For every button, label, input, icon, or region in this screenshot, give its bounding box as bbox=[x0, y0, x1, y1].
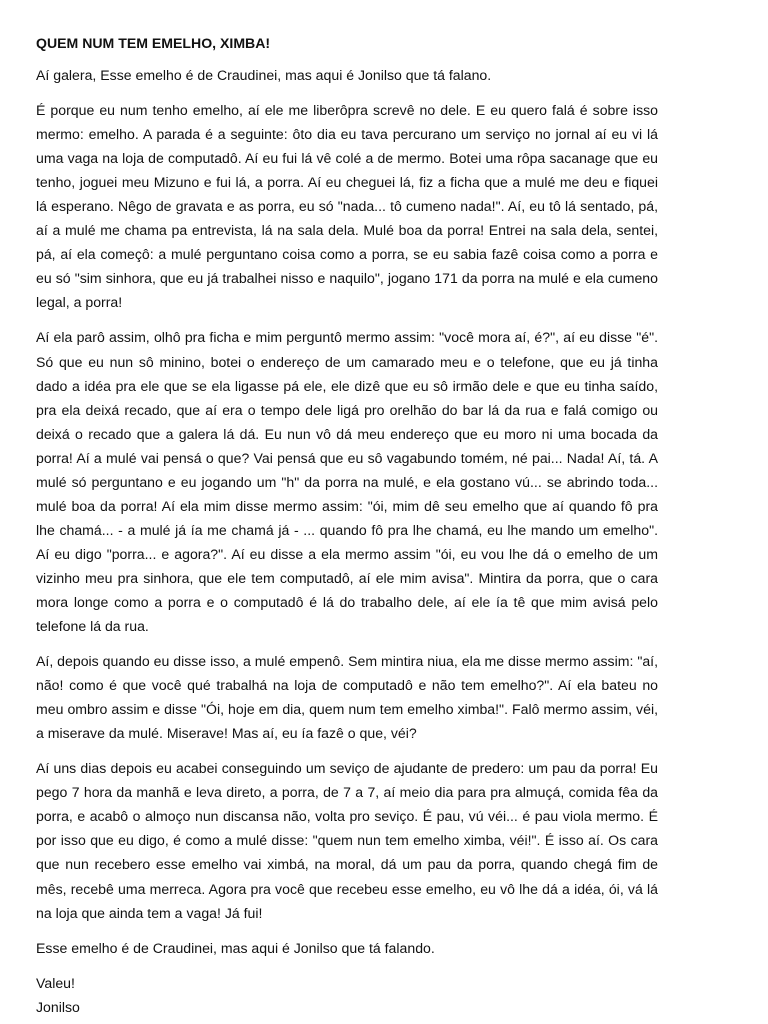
paragraph-address-email: Aí ela parô assim, olhô pra ficha e mim perguntô mermo assim: "você mora aí, é?", aí eu disse "é". Só que eu nun sô minino, botei o endereço de um camarado meu e o telefone, que eu já tinha dado a idéa pra ele que se ela ligasse pá ele, ele dizê que eu sô irmão dele e que eu tinha saído, pra ela deixá recado, que aí era o tempo dele ligá pro orelhão do bar lá da rua e falá comigo ou deixá o recado que a galera lá dá. Eu nun vô dá meu endereço que eu moro ni uma bocada da porra! Aí a mulé vai pensá o que? Vai pensá que eu sô vagabundo tomém, né pai... Nada! Aí, tá. A mulé só perguntano e eu jogando um "h" da porra na mulé, e ela gostano vú... se abrindo toda... mulé boa da porra! Aí ela mim disse mermo assim: "ói, mim dê seu emelho que aí quando fô pra lhe chamá... - a mulé já ía me chamá já - ... quando fô pra lhe chamá, eu lhe mando um emelho". Aí eu digo "porra... e agora?". Aí eu disse a ela mermo assim "ói, eu vou lhe dá o emelho de um vizinho meu pra sinhora, que ele tem computadô, aí ele mim avisa". Mintira da porra, que o cara mora longe como a porra e o computadô é lá do trabalho dele, aí ele ía tê que mim avisá pelo telefone lá da rua. bbox=[36, 329, 658, 635]
closing-block bbox=[36, 971, 658, 1019]
paragraph-rejection: Aí, depois quando eu disse isso, a mulé empenô. Sem mintira niua, ela me disse mermo assim: "aí, não! como é que você qué trabalhá na loja de computadô e não tem emelho?". Aí ela bateu no meu ombro assim e disse "Ói, hoje em dia, quem num tem emelho ximba!". Falô mermo assim, véi, a miserave da mulé. Miserave! Mas aí, eu ía fazê o que, véi? bbox=[36, 653, 658, 742]
signature: Jonilso bbox=[36, 998, 80, 1015]
paragraph-job-interview: É porque eu num tenho emelho, aí ele me liberôpra screvê no dele. E eu quero falá é sobre isso mermo: emelho. A parada é a seguinte: ôto dia eu tava percurano um serviço no jornal aí eu vi lá uma vaga na loja de computadô. Aí eu fui lá vê colé a de mermo. Botei uma rôpa sacanage que eu tenho, joguei meu Mizuno e fui lá, a porra. Aí eu cheguei lá, fiz a ficha que a mulé me deu e fiquei lá esperano. Nêgo de gravata e as porra, eu só "nada... tô cumeno nada!". Aí, eu tô lá sentado, pá, aí a mulé me chama pa entrevista, lá na sala dela. Mulé boa da porra! Entrei na sala dela, sentei, pá, aí ela começô: a mulé perguntano coisa como a porra, se eu sabia fazê coisa como a porra e eu só "sim sinhora, que eu já trabalhei nisso e naquilo", jogano 171 da porra na mulé e ela cumeno legal, a porra! bbox=[36, 102, 658, 311]
closing-line: Valeu! bbox=[36, 974, 75, 991]
document-title: QUEM NUM TEM EMELHO, XIMBA! bbox=[36, 35, 271, 51]
paragraph-outro: Esse emelho é de Craudinei, mas aqui é Jonilso que tá falando. bbox=[36, 939, 435, 956]
paragraph-intro: Aí galera, Esse emelho é de Craudinei, mas aqui é Jonilso que tá falano. bbox=[36, 67, 492, 83]
paragraph-new-job: Aí uns dias depois eu acabei conseguindo um seviço de ajudante de predero: um pau da porra! Eu pego 7 hora da manhã e leva direto, a porra, de 7 a 7, aí meio dia para pra almuçá, comida fêa da porra, e acabô o almoço nun discansa não, volta pro seviço. É pau, vú véi... é pau viola mermo. É por isso que eu digo, é como a mulé disse: "quem nun tem emelho ximba, véi!". É isso aí. Os cara que nun recebero esse emelho vai ximbá, na moral, dá um pau da porra, quando chegá fim de mês, recebê uma merreca. Agora pra você que recebeu esse emelho, eu vô lhe dá a idéa, ói, vá lá na loja que ainda tem a vaga! Já fui! bbox=[36, 760, 658, 921]
letter-body bbox=[36, 31, 658, 1019]
